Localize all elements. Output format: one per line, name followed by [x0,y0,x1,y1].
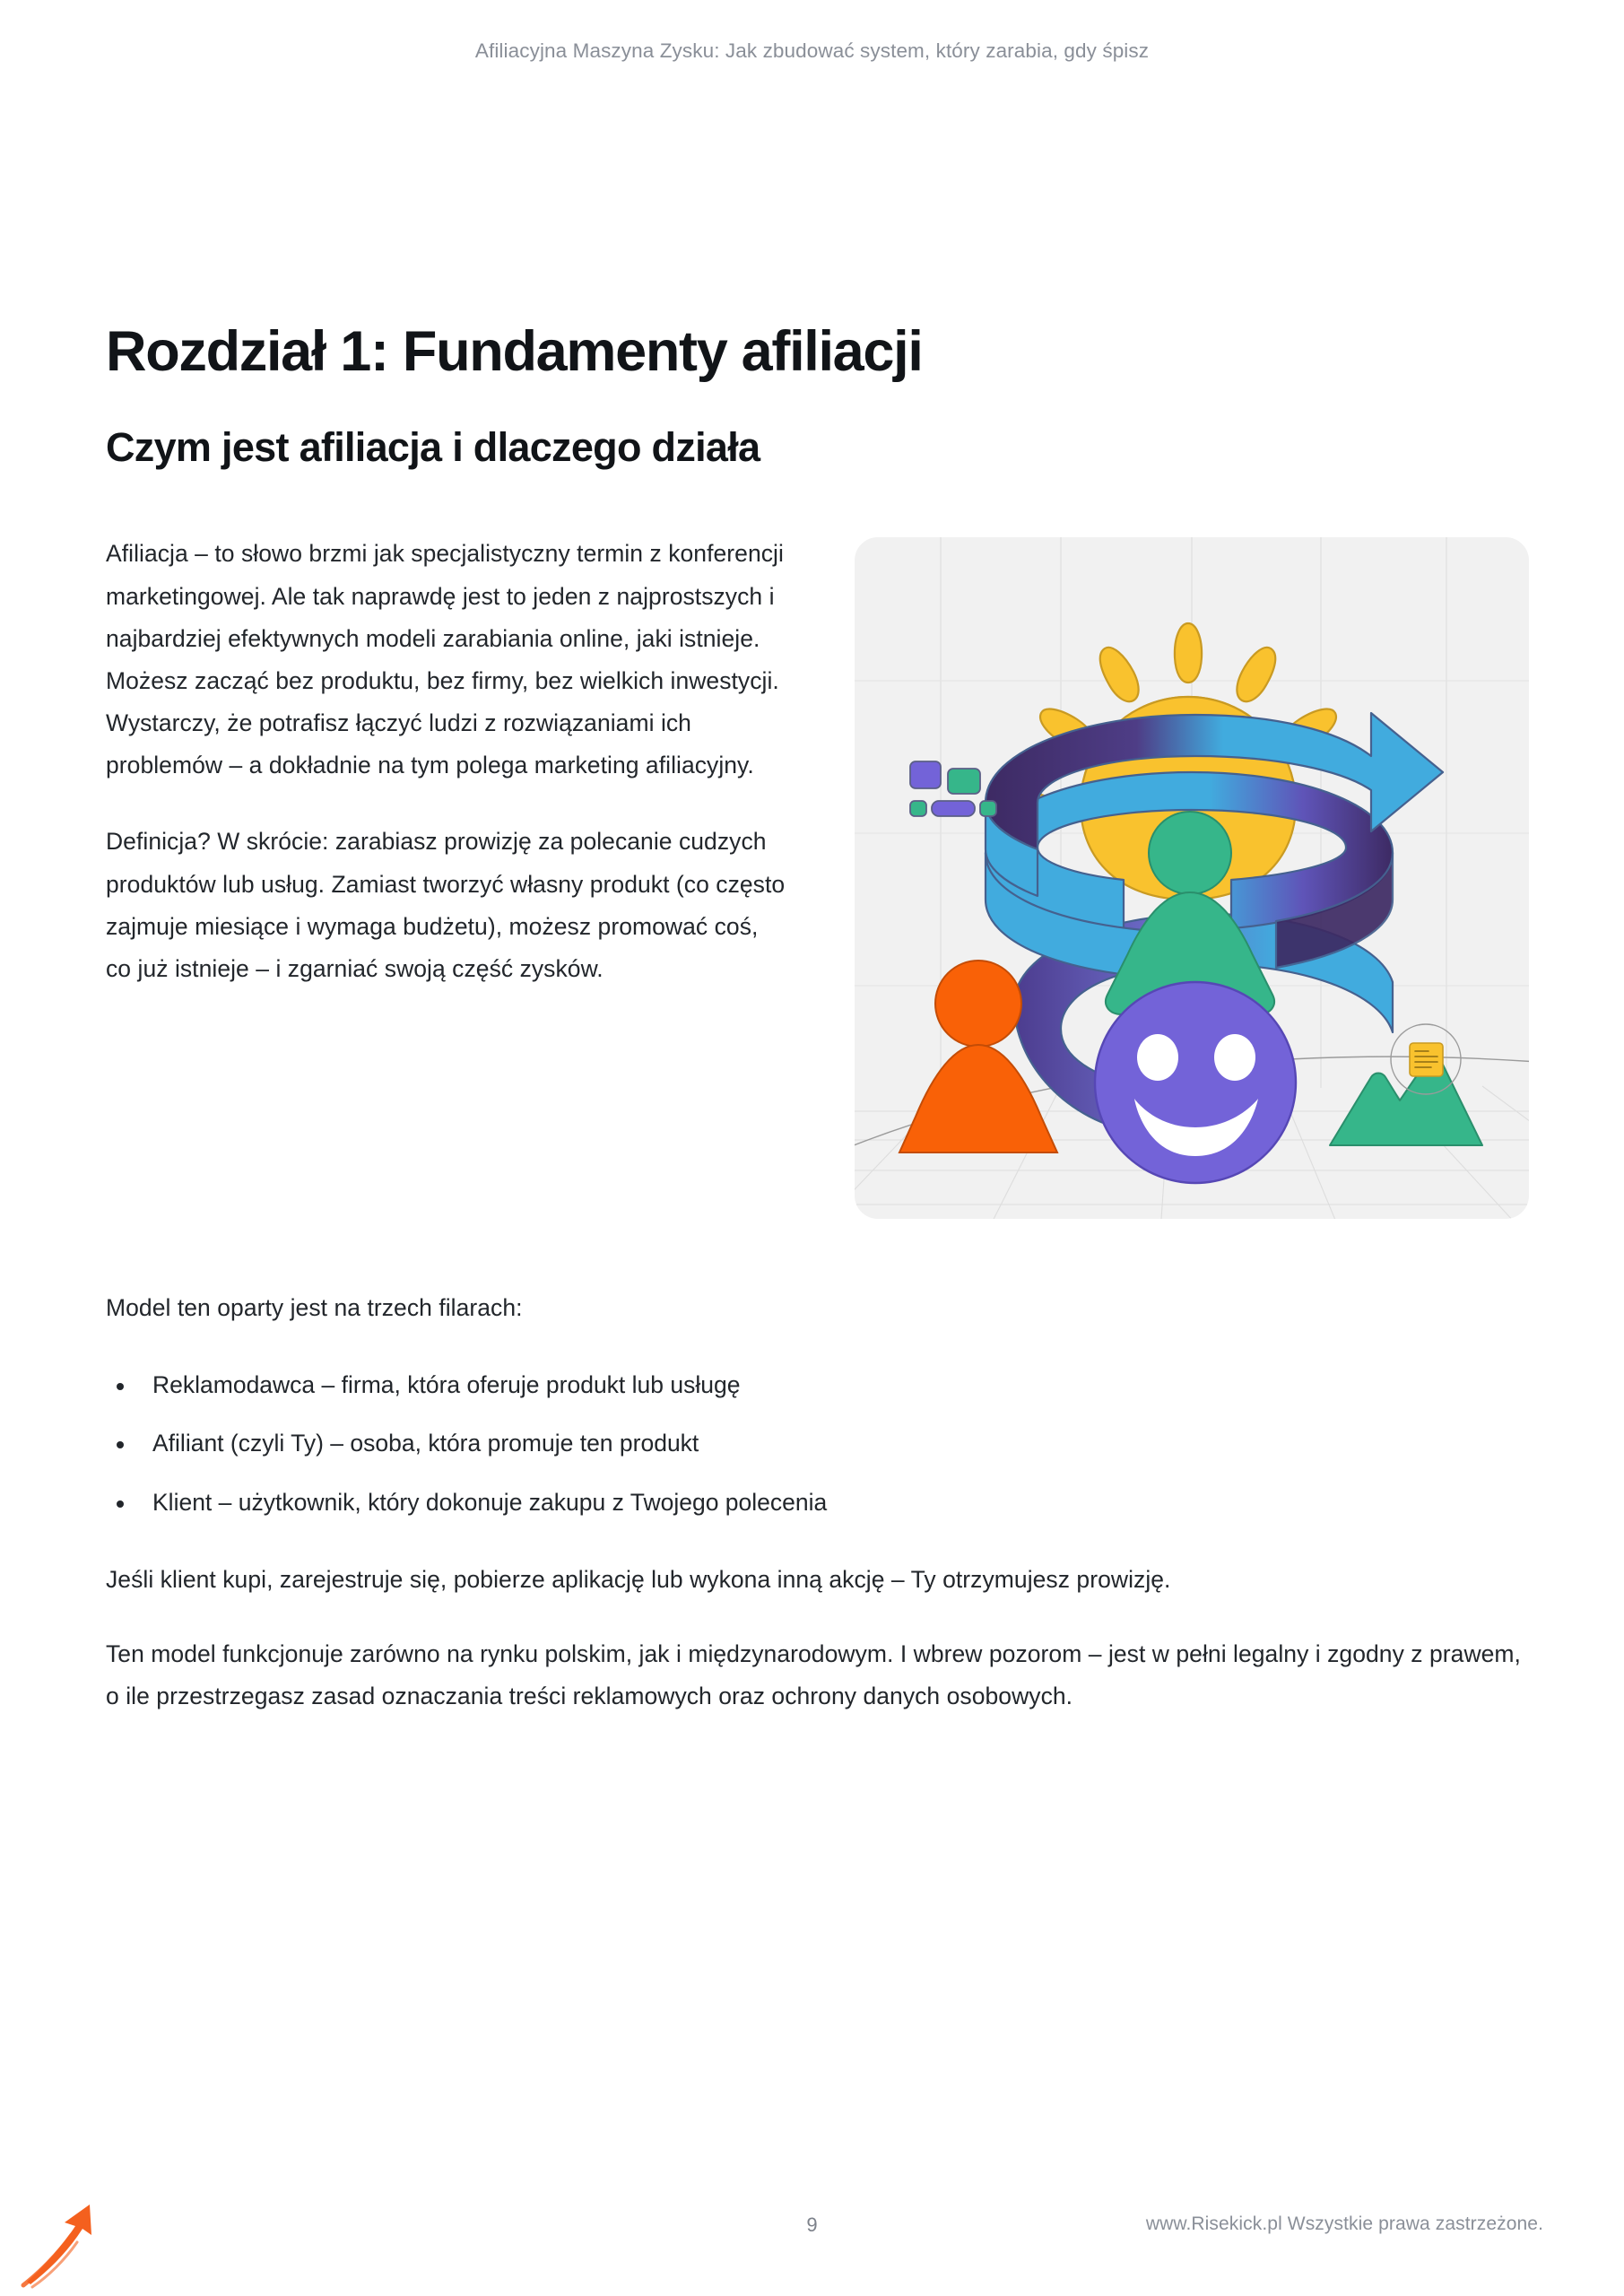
paragraph-after-list: Jeśli klient kupi, zarejestruje się, pobierze aplikację lub wykona inną akcję – Ty otrzymujesz prowizję. [106,1565,1171,1593]
upward-arrow-logo [20,2196,102,2289]
list-item: Klient – użytkownik, który dokonuje zakupu z Twojego polecenia [106,1485,1541,1521]
smiley-right-eye [1214,1034,1255,1081]
list-item: Reklamodawca – firma, która oferuje produkt lub usługę [106,1368,1541,1404]
pillars-intro: Model ten oparty jest na trzech filarach: [106,1294,523,1322]
affiliate-concept-illustration [855,537,1529,1219]
section-title: Czym jest afiliacja i dlaczego działa [106,424,760,471]
paragraph-intro-1: Afiliacja – to słowo brzmi jak specjalistyczny termin z konferencji marketingowej. Ale tak naprawdę jest to jeden z najprostszych i najbardziej efektywnych modeli zarabiania online, jaki istnieje. Możesz zacząć bez produktu, bez firmy, bez wielkich inwestycji. Wystarczy, że potrafisz łączyć ludzi z rozwiązaniami ich problemów – a dokładnie na tym polega marketing afiliacyjny. [106,540,784,779]
chapter-title: Rozdział 1: Fundamenty afiliacji [106,320,923,383]
intro-split-block [106,533,1541,1219]
illustration-svg [855,537,1529,1219]
smiley-face [1095,982,1296,1183]
paragraph-final: Ten model funkcjonuje zarówno na rynku polskim, jak i międzynarodowym. I wbrew pozorom – jest w pełni legalny i zgodny z prawem, o ile przestrzegasz zasad oznaczania treści reklamowych oraz ochrony danych osobowych. [106,1640,1521,1710]
intro-text-column [106,533,787,990]
paragraph-intro-2: Definicja? W skrócie: zarabiasz prowizję za polecanie cudzych produktów lub usług. Zamiast tworzyć własny produkt (co często zajmuje miesiące i wymaga budżetu), możesz promować coś, co już istnieje – i zgarniać swoją część zysków. [106,828,786,982]
pillars-list [106,1368,1541,1521]
footer-copyright: www.Risekick.pl Wszystkie prawa zastrzeżone. [1145,2213,1543,2234]
running-header: Afiliacyjna Maszyna Zysku: Jak zbudować system, który zarabia, gdy śpisz [474,39,1150,62]
lower-text-block [106,1287,1541,1718]
smiley-left-eye [1137,1034,1178,1081]
page-footer [0,2161,1624,2296]
list-item: Afiliant (czyli Ty) – osoba, która promuje ten produkt [106,1426,1541,1462]
page-content [106,319,1541,1718]
page-number: 9 [806,2213,818,2236]
illustration-wrapper [855,537,1529,1219]
